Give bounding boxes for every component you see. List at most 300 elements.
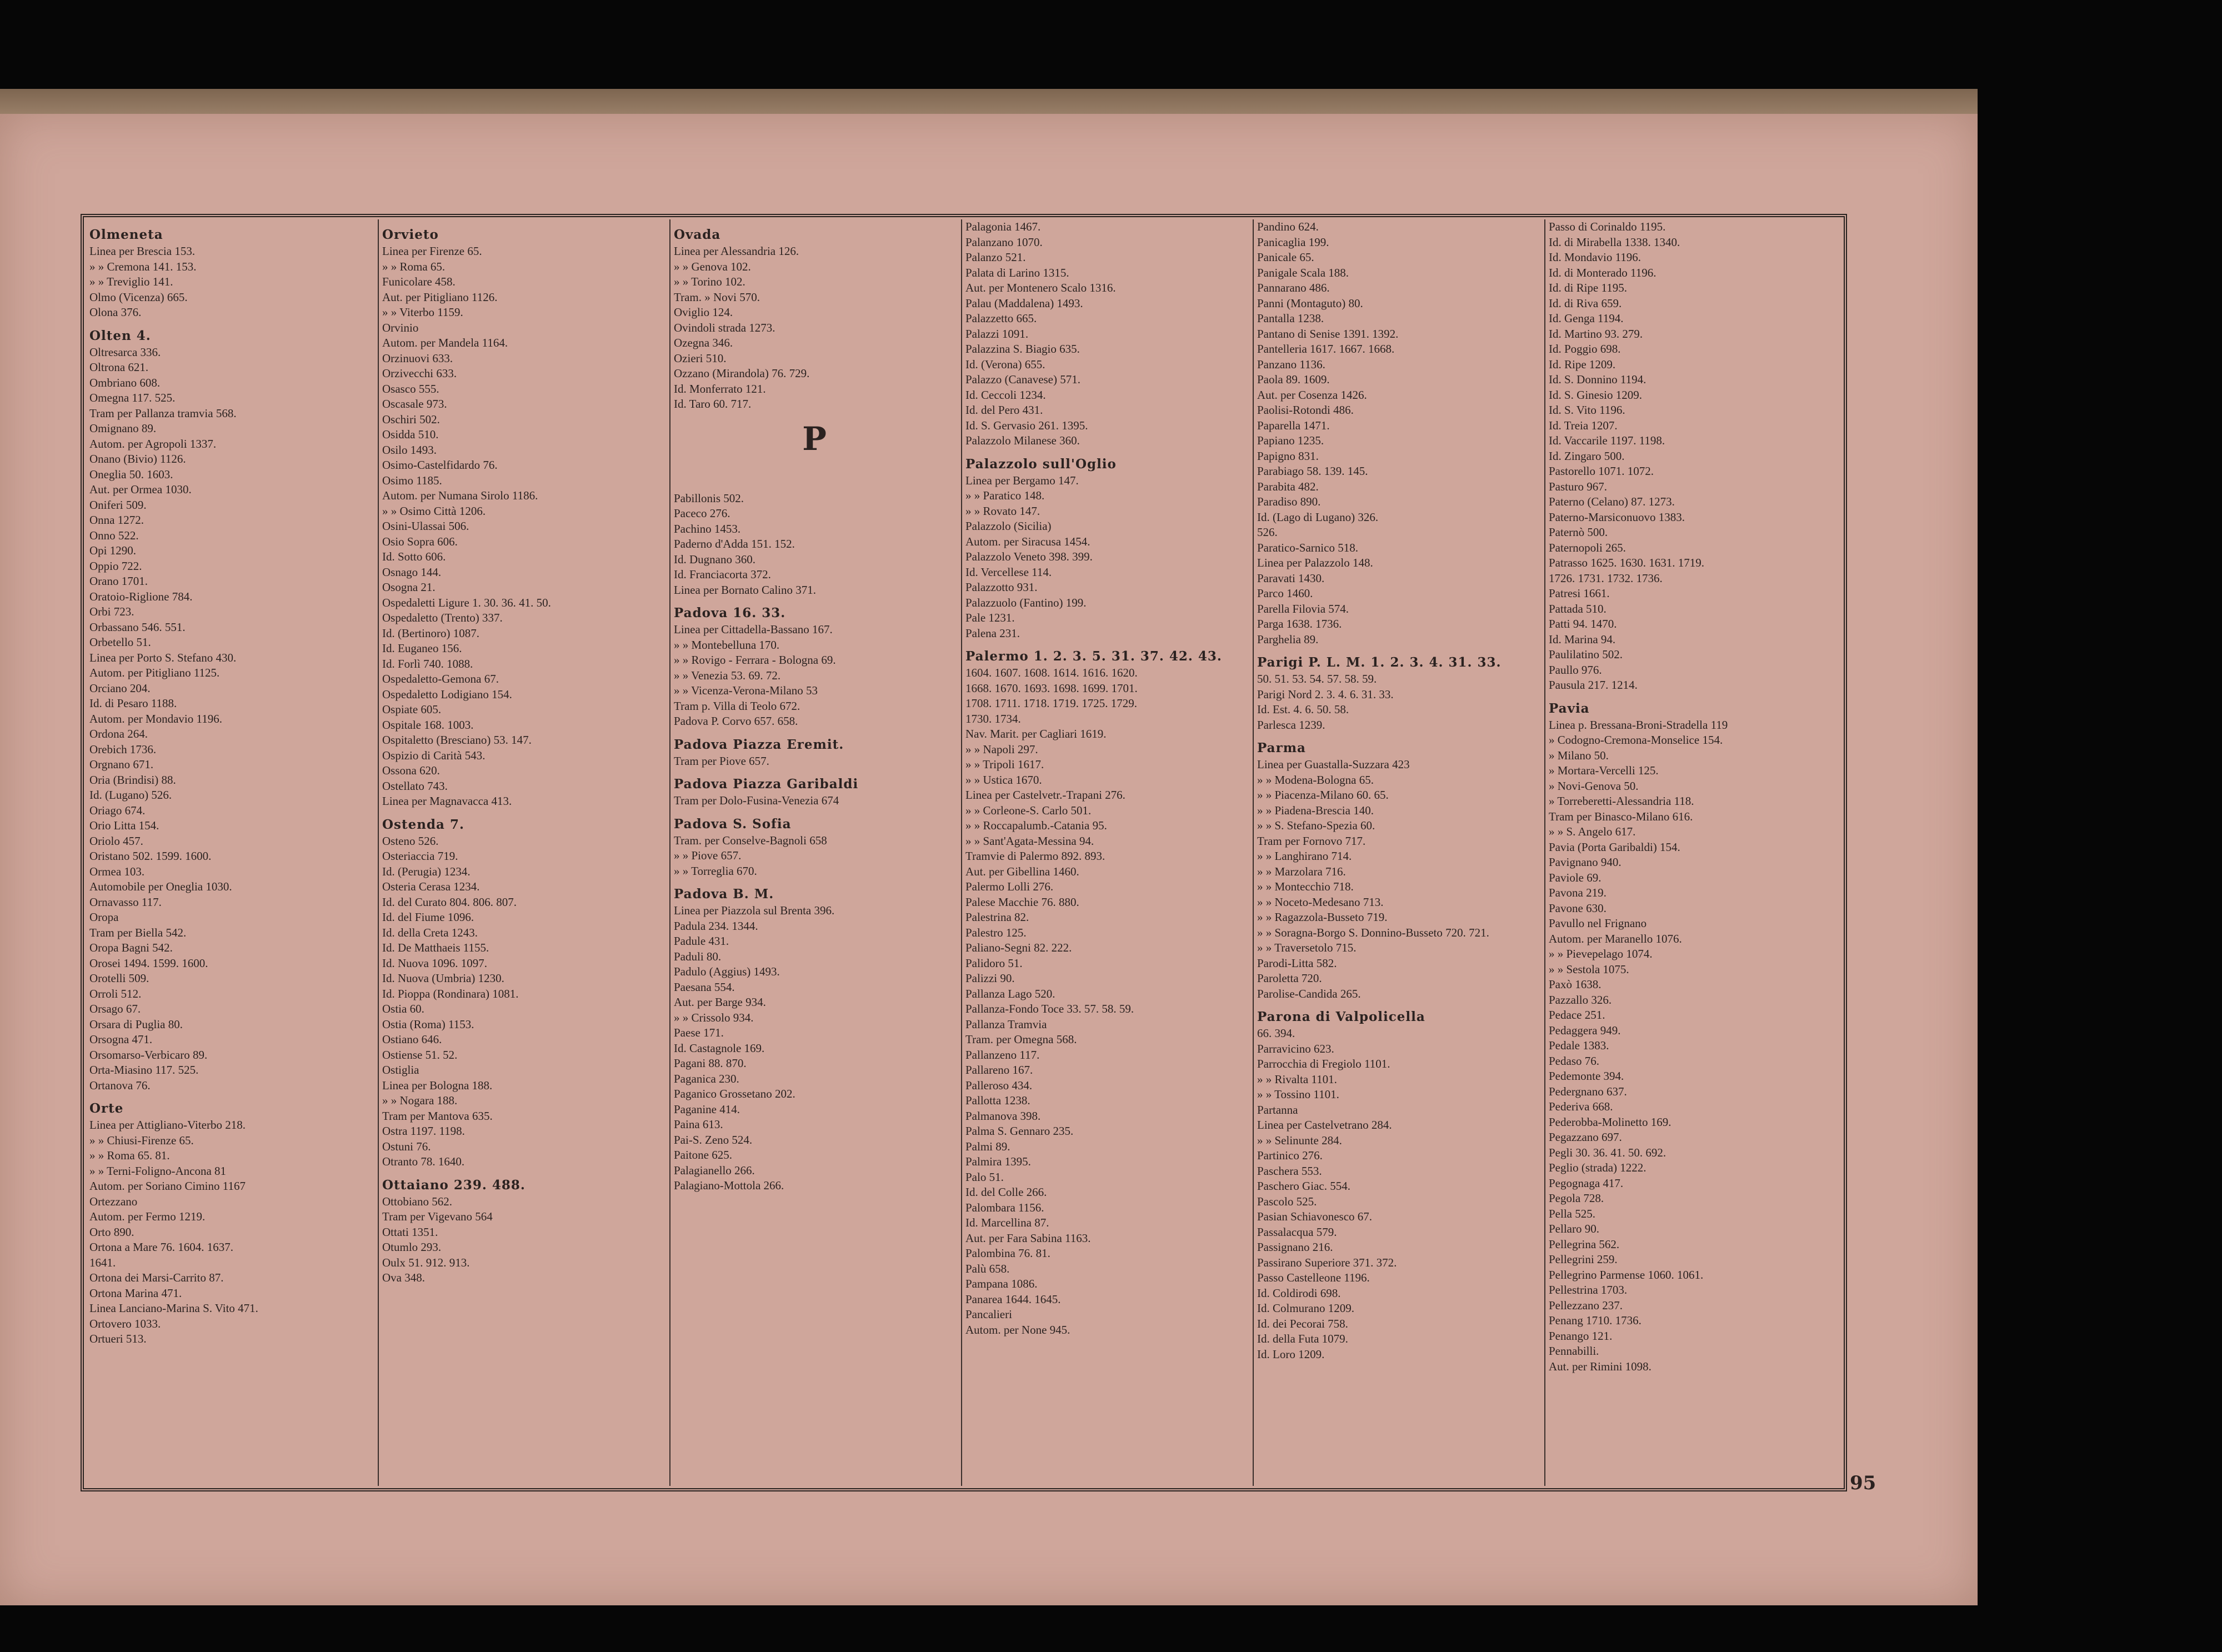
index-entry: » » Roccapalumb.-Catania 95. xyxy=(965,819,1107,832)
index-entry: Orebich 1736. xyxy=(89,742,157,756)
index-entry: » » Paratico 148. xyxy=(965,489,1045,502)
index-entry: » » Cremona 141. 153. xyxy=(89,259,197,273)
index-heading: Pavia xyxy=(1549,700,1590,716)
index-entry: Orosei 1494. 1599. 1600. xyxy=(89,956,208,970)
index-entry: Id. (Verona) 655. xyxy=(965,357,1045,371)
index-entry: Orbassano 546. 551. xyxy=(89,620,186,634)
index-entry: Paderno d'Adda 151. 152. xyxy=(674,537,795,550)
index-entry: Paravati 1430. xyxy=(1257,571,1325,585)
index-entry: Id. S. Vito 1196. xyxy=(1549,403,1625,417)
index-entry: » » Selinunte 284. xyxy=(1257,1133,1342,1147)
index-heading: Padova Piazza Garibaldi xyxy=(674,777,859,792)
index-entry: Id. S. Ginesio 1209. xyxy=(1549,388,1642,402)
index-entry: Pellaro 90. xyxy=(1549,1222,1599,1235)
index-entry: Osidda 510. xyxy=(382,428,439,441)
index-entry: Id. Genga 1194. xyxy=(1549,312,1624,325)
index-entry: 50. 51. 53. 54. 57. 58. 59. xyxy=(1257,672,1377,685)
index-entry: Pabillonis 502. xyxy=(674,491,744,505)
index-entry: Id. (Lago di Lugano) 326. xyxy=(1257,510,1379,524)
index-entry: Ospedaletto Lodigiano 154. xyxy=(382,687,512,701)
index-entry: Aut. per Gibellina 1460. xyxy=(965,864,1079,878)
index-entry: » » Terni-Foligno-Ancona 81 xyxy=(89,1164,227,1178)
index-entry: Oratoio-Riglione 784. xyxy=(89,589,193,603)
index-entry: Oria (Brindisi) 88. xyxy=(89,773,176,787)
index-entry: Passignano 216. xyxy=(1257,1240,1333,1254)
index-entry: Linea per Bergamo 147. xyxy=(965,473,1079,487)
index-entry: Ozzano (Mirandola) 76. 729. xyxy=(674,367,810,380)
index-entry: Id. Euganeo 156. xyxy=(382,642,462,655)
index-entry: Panigale Scala 188. xyxy=(1257,266,1349,279)
index-entry: Palleroso 434. xyxy=(965,1078,1033,1092)
index-entry: » Novi-Genova 50. xyxy=(1549,779,1639,793)
index-entry: Id. Taro 60. 717. xyxy=(674,397,752,411)
index-entry: Orbetello 51. xyxy=(89,635,151,649)
index-entry: Aut. per Pitigliano 1126. xyxy=(382,290,498,304)
index-entry: » » S. Stefano-Spezia 60. xyxy=(1257,819,1375,832)
index-column-3-bottom xyxy=(674,491,955,1194)
index-entry: Palo 51. xyxy=(965,1170,1004,1184)
index-entry: » » Treviglio 141. xyxy=(89,275,173,288)
index-heading: Padova 16. 33. xyxy=(674,605,786,620)
index-entry: Pegognaga 417. xyxy=(1549,1176,1624,1190)
index-entry: Oschiri 502. xyxy=(382,412,440,426)
index-entry: Palagonia 1467. xyxy=(965,220,1041,233)
index-entry: Palazzetto 665. xyxy=(965,312,1037,325)
index-entry: Ostia 60. xyxy=(382,1002,424,1015)
index-entry: Id. di Riva 659. xyxy=(1549,296,1622,310)
index-entry: Orsomarso-Verbicaro 89. xyxy=(89,1048,208,1062)
index-entry: Palidoro 51. xyxy=(965,956,1023,970)
index-entry: Pegazzano 697. xyxy=(1549,1130,1622,1144)
index-heading: Orvieto xyxy=(382,227,439,242)
index-entry: Otumlo 293. xyxy=(382,1240,442,1254)
index-entry: Orzivecchi 633. xyxy=(382,367,457,380)
index-entry: Palazzolo Veneto 398. 399. xyxy=(965,550,1093,563)
index-entry: Paullo 976. xyxy=(1549,663,1602,677)
index-entry: Paterno (Celano) 87. 1273. xyxy=(1549,495,1675,508)
index-entry: Oropa Bagni 542. xyxy=(89,941,173,954)
index-column-3 xyxy=(669,219,958,1486)
index-entry: Orroli 512. xyxy=(89,987,142,1000)
index-entry: Papigno 831. xyxy=(1257,449,1319,463)
index-heading: Olmeneta xyxy=(89,227,163,242)
index-entry: Id. del Colle 266. xyxy=(965,1185,1047,1199)
index-entry: Autom. per Maranello 1076. xyxy=(1549,932,1682,945)
index-entry: Orano 1701. xyxy=(89,574,148,588)
index-entry: Parlesca 1239. xyxy=(1257,718,1325,732)
index-entry: Id. Poggio 698. xyxy=(1549,342,1621,356)
index-entry: Ospizio di Carità 543. xyxy=(382,748,486,762)
index-entry: Orbi 723. xyxy=(89,605,134,618)
index-entry: Linea per Brescia 153. xyxy=(89,244,196,258)
index-entry: Pandino 624. xyxy=(1257,220,1319,233)
index-entry: Id. Ceccoli 1234. xyxy=(965,388,1046,402)
index-entry: Pederobba-Molinetto 169. xyxy=(1549,1115,1671,1129)
index-entry: Aut. per Cosenza 1426. xyxy=(1257,388,1367,402)
index-entry: Panni (Montaguto) 80. xyxy=(1257,296,1363,310)
index-entry: Id. Treia 1207. xyxy=(1549,418,1618,432)
index-entry: 1708. 1711. 1718. 1719. 1725. 1729. xyxy=(965,697,1137,710)
index-entry: Pavullo nel Frignano xyxy=(1549,917,1647,930)
index-entry: Id. della Futa 1079. xyxy=(1257,1332,1348,1345)
index-entry: Oltrona 621. xyxy=(89,361,149,374)
index-entry: » » Piacenza-Milano 60. 65. xyxy=(1257,788,1389,802)
index-entry: Ospitale 168. 1003. xyxy=(382,718,474,732)
index-entry: Padula 234. 1344. xyxy=(674,919,758,933)
index-entry: Linea per Palazzolo 148. xyxy=(1257,556,1373,569)
index-entry: » » Vicenza-Verona-Milano 53 xyxy=(674,684,818,697)
index-entry: » Milano 50. xyxy=(1549,748,1609,762)
index-entry: Paolisi-Rotondi 486. xyxy=(1257,403,1354,417)
index-entry: Linea per Alessandria 126. xyxy=(674,244,799,258)
index-entry: » » Crissolo 934. xyxy=(674,1010,754,1024)
index-entry: Pellezzano 237. xyxy=(1549,1298,1623,1312)
index-entry: Linea per Guastalla-Suzzara 423 xyxy=(1257,758,1410,771)
index-entry: Tram per Piove 657. xyxy=(674,754,769,768)
index-entry: Id. Sotto 606. xyxy=(382,550,446,563)
index-entry: Ormea 103. xyxy=(89,864,145,878)
index-entry: Id. del Fiume 1096. xyxy=(382,910,474,924)
index-entry: » » Noceto-Medesano 713. xyxy=(1257,895,1384,909)
index-entry: Linea Lanciano-Marina S. Vito 471. xyxy=(89,1301,258,1315)
index-entry: Onna 1272. xyxy=(89,513,144,527)
index-entry: 1604. 1607. 1608. 1614. 1616. 1620. xyxy=(965,666,1138,679)
index-entry: Aut. per Montenero Scalo 1316. xyxy=(965,281,1116,294)
index-entry: Oneglia 50. 1603. xyxy=(89,467,173,481)
index-entry: Passo di Corinaldo 1195. xyxy=(1549,220,1666,233)
index-entry: Orvinio xyxy=(382,321,419,334)
index-entry: » » Ragazzola-Busseto 719. xyxy=(1257,910,1388,924)
index-entry: Orgnano 671. xyxy=(89,758,154,771)
index-entry: Tram. per Conselve-Bagnoli 658 xyxy=(674,833,827,847)
index-entry: Id. Dugnano 360. xyxy=(674,552,755,566)
index-entry: Linea per Attigliano-Viterbo 218. xyxy=(89,1118,246,1132)
index-entry: Ostiglia xyxy=(382,1063,419,1077)
index-entry: Aut. per Fara Sabina 1163. xyxy=(965,1231,1091,1245)
index-entry: » » Nogara 188. xyxy=(382,1094,458,1107)
index-entry: Ostiense 51. 52. xyxy=(382,1048,458,1062)
index-entry: Id. S. Gervasio 261. 1395. xyxy=(965,418,1088,432)
index-entry: Paschero Giac. 554. xyxy=(1257,1179,1350,1193)
index-entry: Parco 1460. xyxy=(1257,587,1313,600)
index-entry: Id. Castagnole 169. xyxy=(674,1041,765,1055)
index-entry: Pallareno 167. xyxy=(965,1063,1033,1077)
index-entry: Palanzo 521. xyxy=(965,251,1026,264)
index-heading: Parona di Valpolicella xyxy=(1257,1009,1425,1024)
index-entry: Palmanova 398. xyxy=(965,1109,1041,1123)
index-entry: Autom. per Numana Sirolo 1186. xyxy=(382,489,538,502)
index-entry: » » Langhirano 714. xyxy=(1257,849,1352,863)
index-entry: Tram. per Omegna 568. xyxy=(965,1033,1077,1046)
index-entry: Paganine 414. xyxy=(674,1102,740,1116)
index-entry: Paxò 1638. xyxy=(1549,978,1602,991)
index-entry: » Mortara-Vercelli 125. xyxy=(1549,764,1659,777)
index-entry: Palestro 125. xyxy=(965,925,1027,939)
index-entry: Linea per Bornato Calino 371. xyxy=(674,583,817,597)
index-entry: » » Roma 65. xyxy=(382,259,446,273)
index-entry: Id. Nuova (Umbria) 1230. xyxy=(382,972,504,985)
index-entry: » » Montebelluna 170. xyxy=(674,638,780,652)
index-entry: Pellegrini 259. xyxy=(1549,1253,1618,1266)
index-entry: » » Rovigo - Ferrara - Bologna 69. xyxy=(674,653,836,667)
index-entry: Pellegrino Parmense 1060. 1061. xyxy=(1549,1268,1704,1281)
section-letter: P xyxy=(802,419,827,458)
index-entry: Palagiano-Mottola 266. xyxy=(674,1179,784,1192)
index-entry: Pavia (Porta Garibaldi) 154. xyxy=(1549,840,1680,854)
index-entry: Osilo 1493. xyxy=(382,443,437,457)
index-entry: Autom. per None 945. xyxy=(965,1323,1070,1336)
index-entry: Palombina 76. 81. xyxy=(965,1246,1050,1260)
index-entry: » Torreberetti-Alessandria 118. xyxy=(1549,794,1694,808)
index-entry: Linea p. Bressana-Broni-Stradella 119 xyxy=(1549,718,1728,732)
index-entry: Pedale 1383. xyxy=(1549,1039,1609,1052)
index-entry: Omegna 117. 525. xyxy=(89,391,176,404)
index-entry: Penango 121. xyxy=(1549,1329,1613,1343)
index-entry: Palagianello 266. xyxy=(674,1163,755,1177)
index-entry: Tramvie di Palermo 892. 893. xyxy=(965,849,1105,863)
index-entry: Osteria Cerasa 1234. xyxy=(382,880,480,893)
index-entry: Oltresarca 336. xyxy=(89,345,161,359)
index-entry: Linea per Porto S. Stefano 430. xyxy=(89,650,237,664)
index-entry: Id. di Mirabella 1338. 1340. xyxy=(1549,235,1680,249)
index-entry: Pellestrina 1703. xyxy=(1549,1283,1628,1296)
index-entry: Otranto 78. 1640. xyxy=(382,1155,465,1168)
index-entry: Paola 89. 1609. xyxy=(1257,373,1330,386)
index-entry: Palestrina 82. xyxy=(965,910,1029,924)
index-entry: Pedaggera 949. xyxy=(1549,1023,1621,1037)
index-entry: Id. Ripe 1209. xyxy=(1549,357,1616,371)
index-entry: Funicolare 458. xyxy=(382,275,456,288)
index-entry: » » Pievepelago 1074. xyxy=(1549,947,1653,960)
index-entry: Paternopoli 265. xyxy=(1549,540,1626,554)
index-heading: Ottaiano 239. 488. xyxy=(382,1177,526,1193)
index-entry: Id. Mondavio 1196. xyxy=(1549,251,1642,264)
index-entry: Id. dei Pecorai 758. xyxy=(1257,1316,1348,1330)
index-entry: Palazzotto 931. xyxy=(965,580,1038,594)
index-entry: Autom. per Siracusa 1454. xyxy=(965,534,1090,548)
index-entry: Aut. per Rimini 1098. xyxy=(1549,1359,1652,1373)
index-entry: Autom. per Soriano Cimino 1167 xyxy=(89,1179,246,1193)
index-entry: Ospedaletto (Trento) 337. xyxy=(382,611,503,624)
index-entry: Parolise-Candida 265. xyxy=(1257,987,1361,1000)
index-entry: » » Modena-Bologna 65. xyxy=(1257,773,1374,787)
index-entry: Pavona 219. xyxy=(1549,886,1607,899)
index-entry: Osio Sopra 606. xyxy=(382,534,458,548)
index-entry: Parga 1638. 1736. xyxy=(1257,617,1342,630)
index-entry: Ospitaletto (Bresciano) 53. 147. xyxy=(382,733,532,747)
index-entry: Palermo Lolli 276. xyxy=(965,880,1054,893)
index-entry: Id. di Ripe 1195. xyxy=(1549,281,1627,294)
index-entry: Pedergnano 637. xyxy=(1549,1084,1627,1098)
index-entry: Ottobiano 562. xyxy=(382,1194,452,1208)
index-entry: Pegola 728. xyxy=(1549,1192,1604,1205)
index-entry: Panarea 1644. 1645. xyxy=(965,1292,1061,1306)
index-entry: Orotelli 509. xyxy=(89,972,149,985)
index-entry: Pedace 251. xyxy=(1549,1008,1605,1022)
index-entry: Oviglio 124. xyxy=(674,306,733,319)
index-entry: » Codogno-Cremona-Monselice 154. xyxy=(1549,733,1723,747)
index-entry: Paese 171. xyxy=(674,1026,724,1039)
index-entry: » » Osimo Città 1206. xyxy=(382,504,486,518)
index-entry: Patrasso 1625. 1630. 1631. 1719. xyxy=(1549,556,1704,569)
index-entry: Palù 658. xyxy=(965,1261,1010,1275)
index-entry: Palata di Larino 1315. xyxy=(965,266,1069,279)
index-entry: Ossona 620. xyxy=(382,764,440,777)
index-entry: Id. S. Donnino 1194. xyxy=(1549,373,1647,386)
index-entry: Padule 431. xyxy=(674,934,729,948)
index-entry: » » Tripoli 1617. xyxy=(965,758,1044,771)
index-entry: » » Napoli 297. xyxy=(965,742,1038,756)
index-entry: Pegli 30. 36. 41. 50. 692. xyxy=(1549,1145,1666,1159)
index-entry: 66. 394. xyxy=(1257,1027,1295,1040)
index-entry: Onno 522. xyxy=(89,528,139,542)
index-entry: Parabita 482. xyxy=(1257,479,1319,493)
index-entry: Linea per Castelvetr.-Trapani 276. xyxy=(965,788,1125,802)
index-entry: Ortezzano xyxy=(89,1194,138,1208)
index-entry: Pedemonte 394. xyxy=(1549,1069,1624,1083)
index-column-6 xyxy=(1544,219,1844,1486)
index-entry: Palmi 89. xyxy=(965,1139,1010,1153)
index-entry: 526. xyxy=(1257,525,1278,539)
index-entry: Id. Vaccarile 1197. 1198. xyxy=(1549,434,1665,447)
index-entry: Osnago 144. xyxy=(382,565,442,579)
index-entry: Pallanza-Fondo Toce 33. 57. 58. 59. xyxy=(965,1002,1134,1015)
index-entry: Paratico-Sarnico 518. xyxy=(1257,540,1358,554)
index-entry: Paina 613. xyxy=(674,1118,723,1131)
index-entry: Padova P. Corvo 657. 658. xyxy=(674,714,798,728)
index-entry: Id. Est. 4. 6. 50. 58. xyxy=(1257,703,1349,716)
index-entry: » » Sestola 1075. xyxy=(1549,962,1629,976)
index-entry: Palazzo (Canavese) 571. xyxy=(965,373,1080,386)
index-entry: Id. di Monterado 1196. xyxy=(1549,266,1657,279)
index-entry: Pallanza Lago 520. xyxy=(965,987,1055,1000)
index-entry: Orsogna 471. xyxy=(89,1033,153,1046)
index-entry: Linea per Cittadella-Bassano 167. xyxy=(674,623,833,636)
index-heading: Ovada xyxy=(674,227,721,242)
index-entry: Oniferi 509. xyxy=(89,498,147,512)
index-entry: Paitone 625. xyxy=(674,1148,732,1162)
index-entry: Pai-S. Zeno 524. xyxy=(674,1133,753,1147)
index-entry: Palizzi 90. xyxy=(965,972,1015,985)
index-entry: Oscasale 973. xyxy=(382,397,447,411)
index-entry: Parghelia 89. xyxy=(1257,632,1319,646)
index-entry: Pellegrina 562. xyxy=(1549,1237,1620,1251)
index-entry: Osteno 526. xyxy=(382,834,439,848)
index-entry: Ombriano 608. xyxy=(89,376,161,389)
index-entry: Id. Franciacorta 372. xyxy=(674,568,771,581)
index-entry: Osasco 555. xyxy=(382,382,439,396)
index-entry: Pallanzeno 117. xyxy=(965,1048,1040,1062)
index-entry: » » Piadena-Brescia 140. xyxy=(1257,803,1374,817)
index-entry: 1730. 1734. xyxy=(965,712,1021,725)
index-entry: Pasturo 967. xyxy=(1549,479,1607,493)
index-entry: Ortona Marina 471. xyxy=(89,1286,182,1300)
index-entry: Onano (Bivio) 1126. xyxy=(89,452,186,465)
index-entry: » » S. Angelo 617. xyxy=(1549,825,1636,838)
index-entry: Osogna 21. xyxy=(382,580,436,594)
index-entry: Opi 1290. xyxy=(89,544,136,557)
index-entry: Pachino 1453. xyxy=(674,522,741,535)
index-entry: Ostellato 743. xyxy=(382,779,448,793)
index-entry: Pavone 630. xyxy=(1549,901,1607,915)
index-entry: Ottati 1351. xyxy=(382,1225,438,1239)
index-entry: Oriago 674. xyxy=(89,803,146,817)
index-entry: Orta-Miasino 117. 525. xyxy=(89,1063,199,1077)
index-entry: Pannarano 486. xyxy=(1257,281,1330,294)
index-entry: Pattada 510. xyxy=(1549,602,1607,615)
index-entry: Ostuni 76. xyxy=(382,1139,431,1153)
index-entry: » » Torino 102. xyxy=(674,275,745,288)
index-entry: Id. Forlì 740. 1088. xyxy=(382,657,473,670)
index-entry: Pancalieri xyxy=(965,1308,1012,1321)
index-entry: Oristano 502. 1599. 1600. xyxy=(89,849,212,863)
index-entry: Linea per Castelvetrano 284. xyxy=(1257,1118,1392,1132)
index-entry: Tram per Pallanza tramvia 568. xyxy=(89,406,237,420)
index-entry: Parodi-Litta 582. xyxy=(1257,956,1337,970)
index-entry: Pausula 217. 1214. xyxy=(1549,678,1638,692)
index-entry: Passalacqua 579. xyxy=(1257,1225,1337,1239)
index-entry: Paterno-Marsiconuovo 1383. xyxy=(1549,510,1685,524)
index-entry: Osimo 1185. xyxy=(382,473,442,487)
index-entry: Id. Zingaro 500. xyxy=(1549,449,1625,463)
index-entry: Paschera 553. xyxy=(1257,1164,1322,1178)
index-entry: 1726. 1731. 1732. 1736. xyxy=(1549,571,1663,585)
index-entry: Paceco 276. xyxy=(674,507,730,520)
index-entry: Palazzi 1091. xyxy=(965,327,1029,341)
index-entry: Paparella 1471. xyxy=(1257,418,1330,432)
index-entry: Pale 1231. xyxy=(965,611,1015,624)
index-entry: Aut. per Ormea 1030. xyxy=(89,483,192,496)
index-entry: Ortovero 1033. xyxy=(89,1316,161,1330)
index-entry: Linea per Firenze 65. xyxy=(382,244,482,258)
index-entry: Nav. Marit. per Cagliari 1619. xyxy=(965,727,1107,740)
index-entry: Pantalla 1238. xyxy=(1257,312,1324,325)
index-entry: Palau (Maddalena) 1493. xyxy=(965,296,1083,310)
index-entry: » » Corleone-S. Carlo 501. xyxy=(965,803,1092,817)
index-entry: Id. Marcellina 87. xyxy=(965,1216,1049,1229)
index-entry: Osini-Ulassai 506. xyxy=(382,519,469,533)
index-entry: Pazzallo 326. xyxy=(1549,993,1612,1007)
index-column-4 xyxy=(961,219,1250,1486)
index-entry: Id. del Pero 431. xyxy=(965,403,1043,417)
index-entry: Linea per Bologna 188. xyxy=(382,1078,493,1092)
index-heading: Padova B. M. xyxy=(674,887,774,902)
index-entry: Orsara di Puglia 80. xyxy=(89,1017,183,1031)
index-entry: Ortona dei Marsi-Carrito 87. xyxy=(89,1271,224,1284)
index-entry: Ortona a Mare 76. 1604. 1637. xyxy=(89,1240,233,1254)
index-entry: Pantelleria 1617. 1667. 1668. xyxy=(1257,342,1395,356)
index-entry: Pederiva 668. xyxy=(1549,1100,1613,1113)
index-entry: Id. (Bertinoro) 1087. xyxy=(382,626,479,640)
index-entry: Ortueri 513. xyxy=(89,1332,147,1345)
index-heading: Parigi P. L. M. 1. 2. 3. 4. 31. 33. xyxy=(1257,655,1502,670)
index-entry: Parella Filovia 574. xyxy=(1257,602,1349,615)
index-entry: Osimo-Castelfidardo 76. xyxy=(382,458,498,472)
index-entry: Palma S. Gennaro 235. xyxy=(965,1124,1074,1138)
index-entry: Tram per Binasco-Milano 616. xyxy=(1549,809,1693,823)
index-entry: Peglio (strada) 1222. xyxy=(1549,1161,1647,1174)
index-entry: Pantano di Senise 1391. 1392. xyxy=(1257,327,1399,341)
index-entry: Paesana 554. xyxy=(674,980,735,994)
index-entry: Pallotta 1238. xyxy=(965,1094,1030,1107)
index-entry: » » Chiusi-Firenze 65. xyxy=(89,1133,194,1147)
index-entry: Paliano-Segni 82. 222. xyxy=(965,941,1072,954)
index-entry: Palazzina S. Biagio 635. xyxy=(965,342,1080,356)
index-entry: » » Tossino 1101. xyxy=(1257,1088,1339,1101)
index-entry: Paduli 80. xyxy=(674,949,722,963)
index-entry: Ospiate 605. xyxy=(382,703,442,716)
index-entry: Passirano Superiore 371. 372. xyxy=(1257,1255,1397,1269)
